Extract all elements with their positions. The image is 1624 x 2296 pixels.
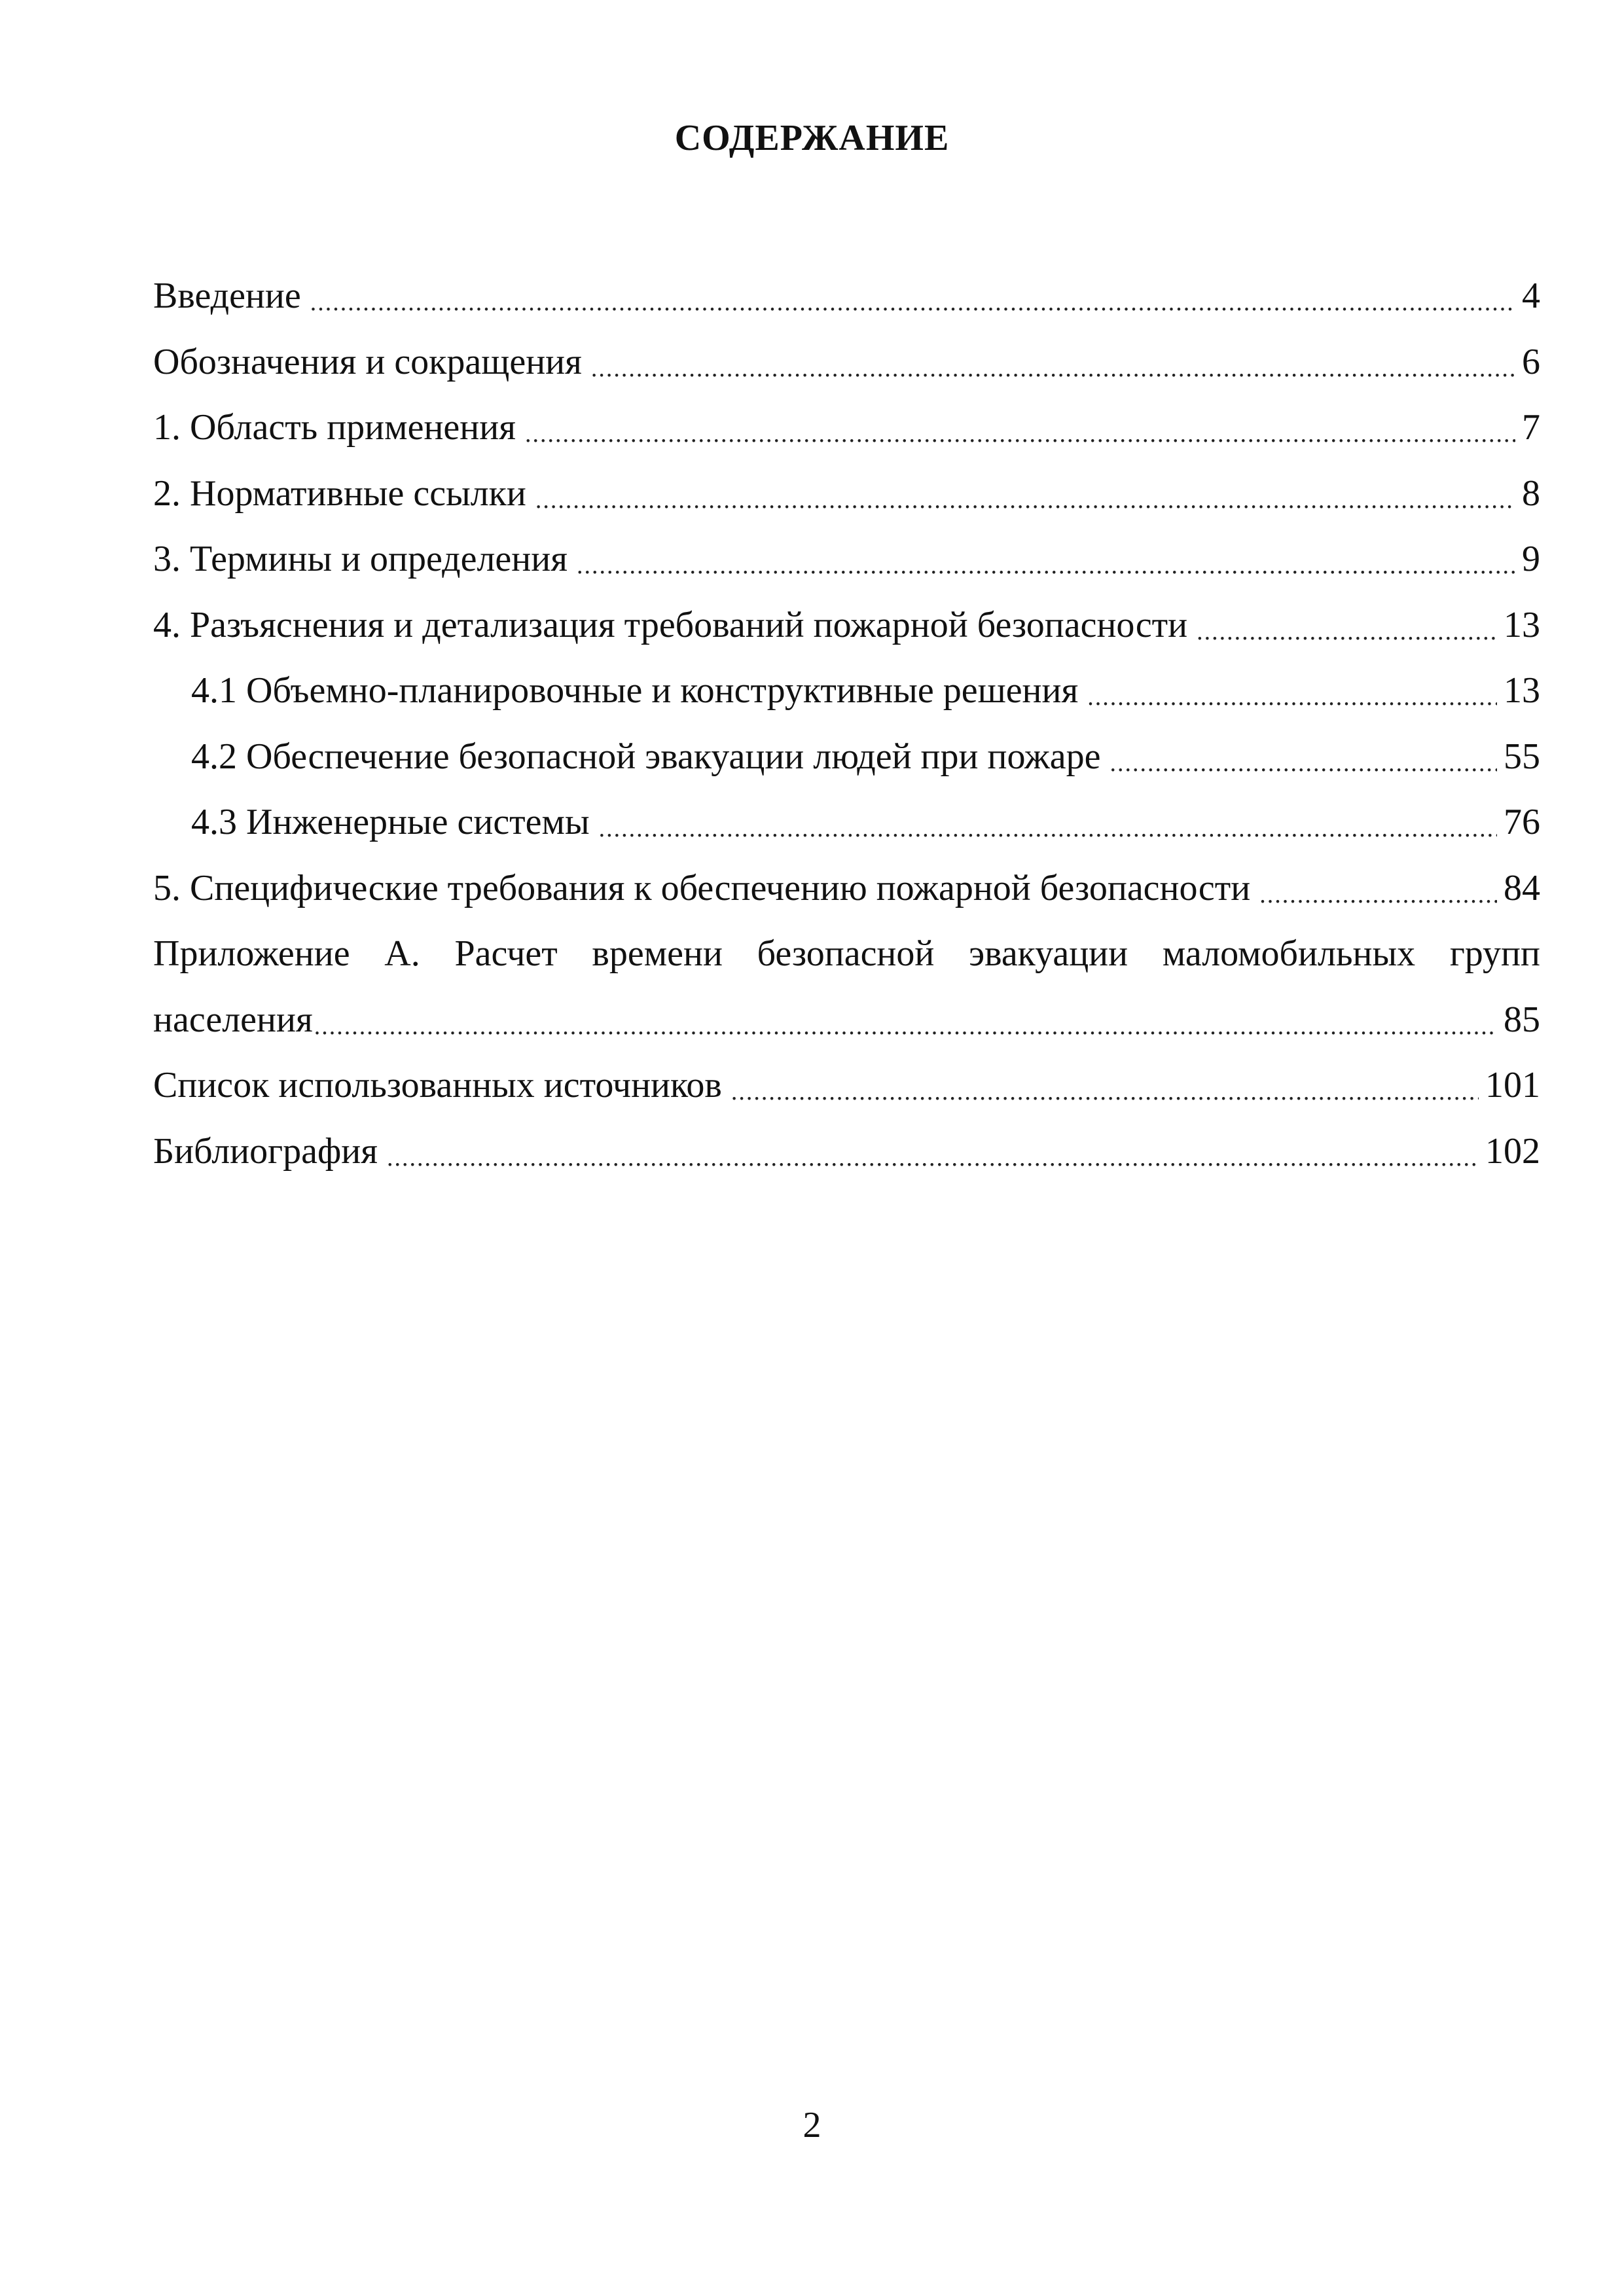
- toc-entry[interactable]: [153, 855, 1540, 922]
- toc-entry-label: 3. Термины и определения: [153, 539, 568, 580]
- toc-entry-label: Введение: [153, 276, 301, 317]
- toc-leader-dots: [591, 354, 1515, 383]
- toc-entry-appendix-line1[interactable]: [153, 921, 1540, 987]
- toc-entry-label: 4. Разъяснения и детализация требований пожарной безопасности: [153, 604, 1188, 645]
- toc-entry[interactable]: [153, 395, 1540, 461]
- toc-entry-label: Список использованных источников: [153, 1065, 722, 1106]
- toc-entry-label: 4.1 Объемно-планировочные и конструктивные решения: [191, 670, 1079, 711]
- toc-entry[interactable]: [153, 329, 1540, 395]
- toc-leader-dots: [1087, 683, 1497, 711]
- toc-entry-page: 7: [1522, 407, 1540, 448]
- toc-entry-label: Библиография: [153, 1130, 378, 1172]
- toc-entry-word: Приложение: [153, 933, 350, 975]
- page-title: СОДЕРЖАНИЕ: [674, 118, 950, 158]
- toc-entry-label: 4.3 Инженерные системы: [191, 802, 590, 843]
- toc-entry-word: А.: [384, 933, 420, 975]
- toc-entry-page: 13: [1504, 604, 1540, 645]
- toc-entry-page: 8: [1522, 473, 1540, 514]
- toc-leader-dots: [310, 288, 1515, 317]
- toc-entry[interactable]: [153, 526, 1540, 592]
- toc-leader-dots: [599, 814, 1497, 843]
- toc-leader-dots: [1197, 617, 1497, 646]
- toc-entry-label: населения: [153, 999, 313, 1040]
- toc-entry-page: 55: [1504, 736, 1540, 777]
- toc-entry-word: групп: [1449, 933, 1540, 975]
- toc-entry-word: маломобильных: [1162, 933, 1416, 975]
- toc-entry-page: 102: [1485, 1130, 1540, 1172]
- toc-subentry[interactable]: [153, 724, 1540, 790]
- toc-leader-dots: [1259, 880, 1497, 909]
- toc-leader-dots: [387, 1143, 1479, 1172]
- toc-entry-page: 13: [1504, 670, 1540, 711]
- toc-entry-page: 9: [1522, 539, 1540, 580]
- toc-leader-dots: [731, 1077, 1479, 1106]
- toc-entry-word: Расчет: [454, 933, 558, 975]
- toc-entry[interactable]: [153, 592, 1540, 658]
- toc-leader-dots: [314, 1012, 1497, 1041]
- toc-entry[interactable]: [153, 1119, 1540, 1185]
- toc-entry-label: Обозначения и сокращения: [153, 341, 582, 382]
- toc-entry-label: 4.2 Обеспечение безопасной эвакуации людей при пожаре: [191, 736, 1101, 777]
- toc-entry-word: безопасной: [757, 933, 935, 975]
- toc-entry-word: времени: [592, 933, 723, 975]
- toc-entry-page: 85: [1504, 999, 1540, 1040]
- toc-leader-dots: [535, 486, 1515, 514]
- toc-entry-label: 2. Нормативные ссылки: [153, 473, 526, 514]
- toc-entry-page: 101: [1485, 1065, 1540, 1106]
- toc-subentry[interactable]: [153, 789, 1540, 855]
- toc-entry-page: 84: [1504, 867, 1540, 908]
- toc-leader-dots: [1110, 749, 1497, 778]
- toc-entry-page: 76: [1504, 802, 1540, 843]
- toc-leader-dots: [577, 551, 1515, 580]
- page-number: 2: [803, 2105, 821, 2145]
- toc-entry-label: 5. Специфические требования к обеспечению пожарной безопасности: [153, 867, 1251, 908]
- toc-entry-page: 4: [1522, 276, 1540, 317]
- toc-entry-page: 6: [1522, 341, 1540, 382]
- toc-leader-dots: [525, 420, 1515, 448]
- toc-entry[interactable]: [153, 1052, 1540, 1119]
- toc-entry-label: 1. Область применения: [153, 407, 516, 448]
- toc-subentry[interactable]: [153, 658, 1540, 724]
- table-of-contents: [153, 263, 1540, 1184]
- toc-entry[interactable]: [153, 263, 1540, 329]
- toc-entry[interactable]: [153, 461, 1540, 527]
- toc-entry-appendix-line2[interactable]: [153, 987, 1540, 1053]
- toc-entry-word: эвакуации: [969, 933, 1128, 975]
